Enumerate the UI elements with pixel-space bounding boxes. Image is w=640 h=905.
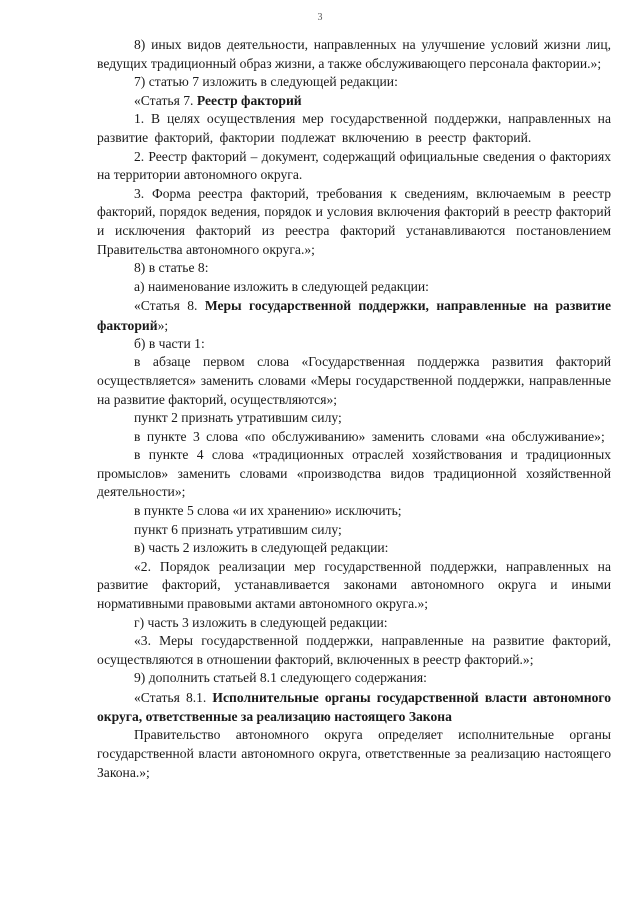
paragraph: 3. Форма реестра факторий, требования к сведениям, включаемым в реестр факторий, порядок ведения, порядок и условия включения факторий в реестр факторий и исключения факторий из реестра факторий устанавливаются постановлением Правительства автономного округа.»; (97, 185, 611, 257)
article-title: Меры государственной поддержки, направленные на развитие факторий (97, 298, 611, 333)
paragraph: пункт 2 признать утратившим силу; (134, 410, 342, 426)
paragraph: в пункте 5 слова «и их хранению» исключить; (134, 503, 402, 519)
paragraph: б) в части 1: (134, 335, 205, 351)
paragraph: «2. Порядок реализации мер государственной поддержки, направленных на развитие факторий, устанавливается законами автономного округа и иными нормативными правовыми актами автономного округа.»; (97, 558, 611, 612)
paragraph: а) наименование изложить в следующей редакции: (134, 278, 429, 294)
paragraph: пункт 6 признать утратившим силу; (134, 521, 342, 537)
article-heading: «Статья 8.1. Исполнительные органы государственной власти автономного округа, ответственные за реализацию настоящего Закона (97, 690, 612, 725)
article-title: Реестр факторий (196, 92, 302, 108)
paragraph: г) часть 3 изложить в следующей редакции: (134, 614, 388, 630)
paragraph: 8) иных видов деятельности, направленных на улучшение условий жизни лиц, ведущих традиционный образ жизни, а также обслуживающего персонала фактории.»; (97, 37, 611, 71)
paragraph: в пункте 3 слова «по обслуживанию» заменить словами «на обслуживание»; (134, 428, 605, 444)
article-title: Исполнительные органы государственной власти автономного округа, ответственные за реализацию настоящего Закона (97, 690, 612, 725)
paragraph: 9) дополнить статьей 8.1 следующего содержания: (134, 670, 427, 686)
paragraph: «3. Меры государственной поддержки, направленные на развитие факторий, осуществляются в отношении факторий, включенных в реестр факторий.»; (97, 633, 611, 667)
paragraph: 8) в статье 8: (134, 260, 209, 276)
article-heading: «Статья 7. Реестр факторий (134, 92, 302, 108)
document-body (97, 36, 611, 782)
paragraph: 1. В целях осуществления мер государственной поддержки, направленных на развитие факторий, фактории подлежат включению в реестр факторий. (97, 111, 611, 145)
paragraph: Правительство автономного округа определяет исполнительные органы государственной власти автономного округа, ответственные за реализацию настоящего Закона.»; (97, 727, 611, 780)
paragraph: 2. Реестр факторий – документ, содержащий официальные сведения о факториях на территории автономного округа. (97, 148, 611, 183)
page-number: 3 (317, 12, 323, 23)
paragraph: в абзаце первом слова «Государственная поддержка развития факторий осуществляется» заменить словами «Меры государственной поддержки, направленные на развитие факторий, осуществляются»; (97, 354, 611, 407)
paragraph: в пункте 4 слова «традиционных отраслей хозяйствования и традиционных промыслов» заменить словами «производства видов традиционной хозяйственной деятельности»; (97, 447, 611, 500)
article-heading: «Статья 8. Меры государственной поддержки, направленные на развитие факторий»; (97, 298, 611, 333)
paragraph: в) часть 2 изложить в следующей редакции: (134, 540, 389, 556)
paragraph: 7) статью 7 изложить в следующей редакции: (134, 74, 398, 90)
